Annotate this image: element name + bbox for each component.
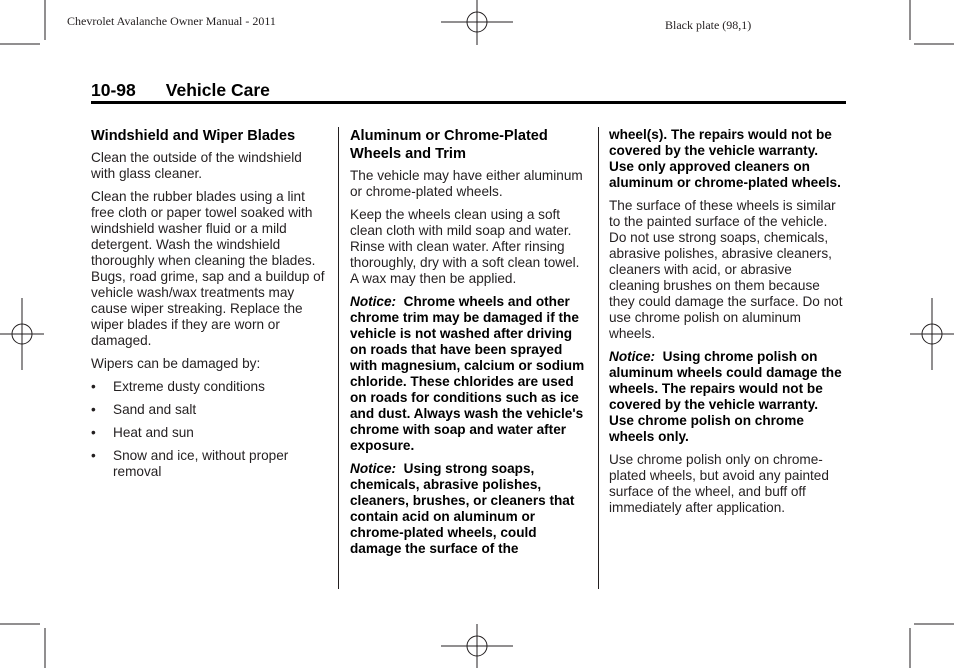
list-item-text: Extreme dusty conditions — [113, 379, 265, 394]
notice-paragraph — [350, 294, 588, 454]
paragraph: The surface of these wheels is similar to the painted surface of the vehicle. Do not use strong soaps, chemicals, abrasive polishes, abrasive cleaners, cleaners with acid, or abrasive cleaning brushes on them because they could damage the surface. Do not use chrome polish on aluminum wheels. — [609, 198, 843, 341]
section-title: Vehicle Care — [165, 80, 270, 100]
registration-crosshair-icon — [0, 298, 44, 370]
registration-crosshair-icon — [910, 298, 954, 370]
registration-crosshair-icon — [441, 0, 513, 45]
list-item — [91, 379, 327, 395]
paragraph: Clean the outside of the windshield with glass cleaner. — [91, 150, 302, 181]
damage-list — [91, 379, 327, 480]
page-heading — [91, 80, 270, 101]
bullet-icon: • — [91, 448, 96, 463]
registration-crosshair-icon — [441, 624, 513, 668]
crop-mark-icon — [0, 624, 45, 668]
page-number: 10-98 — [91, 80, 136, 100]
notice-label: Notice: — [609, 349, 656, 364]
notice-label: Notice: — [350, 461, 397, 476]
paragraph: Keep the wheels clean using a soft clean cloth with mild soap and water. Rinse with clean water. After rinsing thoroughly, dry with a soft clean towel. A wax may then be applied. — [350, 207, 580, 286]
plate-label: Black plate (98,1) — [665, 18, 752, 32]
list-item — [91, 425, 327, 441]
bullet-icon: • — [91, 379, 96, 394]
list-item-text: Sand and salt — [113, 402, 197, 417]
column-divider — [598, 127, 599, 589]
crop-mark-icon — [910, 0, 954, 44]
notice-paragraph — [350, 461, 588, 557]
list-item — [91, 402, 327, 418]
wheels-heading: Aluminum or Chrome-Plated Wheels and Trim — [350, 128, 548, 162]
column-3 — [609, 127, 845, 523]
paragraph: Wipers can be damaged by: — [91, 356, 261, 371]
windshield-heading: Windshield and Wiper Blades — [91, 128, 296, 144]
paragraph: Use chrome polish only on chrome-plated wheels, but avoid any painted surface of the wheel, and buff off immediately after application. — [609, 452, 829, 515]
paragraph: The vehicle may have either aluminum or chrome-plated wheels. — [350, 168, 583, 199]
bullet-icon: • — [91, 425, 96, 440]
manual-title: Chevrolet Avalanche Owner Manual - 2011 — [67, 14, 276, 28]
crop-mark-icon — [910, 624, 954, 668]
notice-paragraph — [609, 349, 845, 445]
bullet-icon: • — [91, 402, 96, 417]
notice-continuation: wheel(s). The repairs would not be covered by the vehicle warranty. Use only approved cleaners on aluminum or chrome-plated wheels. — [609, 127, 841, 190]
list-item-text: Heat and sun — [113, 425, 194, 440]
column-2 — [350, 127, 588, 564]
notice-text: Using chrome polish on aluminum wheels could damage the wheels. The repairs would not be covered by the vehicle warranty. Use chrome polish on chrome wheels only. — [609, 349, 842, 444]
notice-label: Notice: — [350, 294, 397, 309]
notice-text: Chrome wheels and other chrome trim may be damaged if the vehicle is not washed after driving on roads that have been sprayed with magnesium, calcium or sodium chloride. These chlorides are used on roads for conditions such as ice and dust. Always wash the vehicle's chrome with soap and water after exposure. — [350, 294, 585, 453]
list-item — [91, 448, 327, 480]
notice-text: Using strong soaps, chemicals, abrasive polishes, cleaners, brushes, or cleaners that contain acid on aluminum or chrome-plated wheels, could damage the surface of the — [350, 461, 575, 556]
heading-rule — [91, 101, 846, 104]
column-divider — [338, 127, 339, 589]
column-1 — [91, 127, 327, 487]
paragraph: Clean the rubber blades using a lint free cloth or paper towel soaked with windshield washer fluid or a mild detergent. Wash the windshield thoroughly when cleaning the blades. Bugs, road grime, sap and a buildup of vehicle wash/wax treatments may cause wiper streaking. Replace the wiper blades if they are worn or damaged. — [91, 189, 325, 348]
crop-mark-icon — [0, 0, 45, 44]
list-item-text: Snow and ice, without proper removal — [113, 448, 289, 479]
